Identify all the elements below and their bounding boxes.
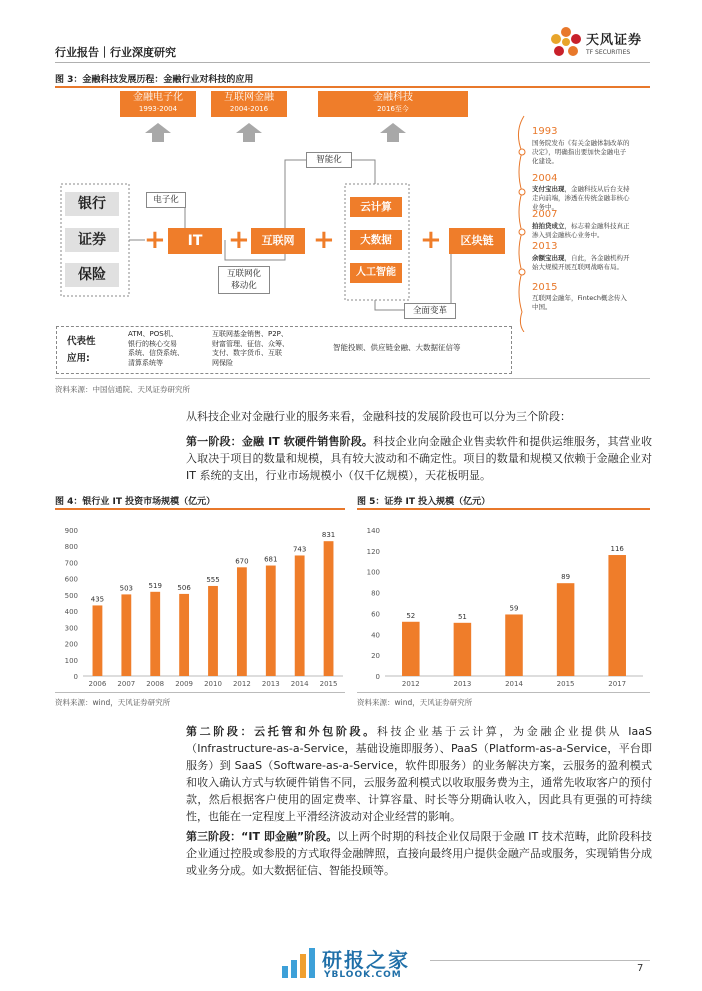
bar (402, 622, 420, 676)
stage1-paragraph (186, 433, 652, 484)
plus-icon: + (420, 225, 442, 255)
timeline-bold: 拍拍贷成立 (532, 222, 565, 230)
label-intelligent: 智能化 (306, 152, 352, 168)
tech-box-cloud: 云计算 (350, 197, 402, 217)
data-label: 831 (321, 531, 336, 540)
fig5-title: 图 5：证券 IT 投入规模（亿元） (357, 497, 491, 507)
x-tick-label: 2017 (608, 680, 627, 688)
timeline-bold: 余额宝出现 (532, 254, 565, 262)
timeline-text: 国务院发布《有关金融体制改革的决定》，明确指出要加快金融电子化建设。 (532, 139, 630, 165)
page-number: 7 (637, 963, 644, 974)
securities-it-chart (357, 512, 650, 692)
intro-paragraph: 从科技企业对金融行业的服务来看，金融科技的发展阶段也可以分为三个阶段： (186, 410, 571, 423)
y-tick-label: 300 (64, 624, 78, 633)
logo-name-en: TF SECURITIES (586, 49, 631, 56)
plus-icon: + (313, 225, 335, 255)
x-tick-label: 2012 (401, 680, 420, 688)
x-tick-label: 2010 (204, 680, 222, 688)
blockchain-box: 区块链 (449, 228, 505, 254)
y-tick-label: 60 (371, 610, 380, 619)
x-tick-label: 2014 (505, 680, 523, 688)
timeline-rest: ，自此，各金融机构开始大规模开展互联网战略布局。 (532, 254, 630, 271)
tech-box-ai: 人工智能 (350, 263, 402, 283)
x-tick-label: 2015 (319, 680, 338, 688)
internet-box: 互联网 (251, 228, 305, 254)
bar (179, 594, 189, 676)
timeline-text: 互联网金融年，Fintech概念传入中国。 (532, 294, 627, 311)
stage-years: 1993-2004 (138, 105, 178, 113)
bar (557, 583, 575, 676)
stage1-head: 第一阶段：金融 IT 软硬件销售阶段。 (186, 435, 374, 448)
y-tick-label: 140 (366, 527, 380, 535)
y-tick-label: 0 (375, 673, 380, 681)
y-tick-label: 800 (64, 543, 78, 552)
bar (608, 555, 626, 676)
data-label: 59 (509, 604, 519, 613)
timeline-bold: 支付宝出现 (532, 185, 565, 193)
logo-flower-icon (548, 24, 584, 64)
it-box: IT (168, 228, 222, 254)
y-tick-label: 20 (371, 652, 380, 661)
bar (266, 566, 276, 676)
timeline-year: 2004 (532, 173, 558, 184)
bar (295, 555, 305, 676)
stage3-body: 以上两个时期的科技企业仅局限于金融 IT 技术范畴，此阶段科技企业通过控股或参股的方式取得金融牌照，直接向最终用户提供金融产品或服务，实现销售分成或业务分成。如大数据征信、智能投顾等。 (186, 830, 652, 877)
label-internet-mobile: 互联网化 移动化 (218, 266, 270, 294)
fig4-bottom-rule (55, 692, 345, 693)
apps-electronic: ATM、POS机、 银行的核心交易 系统、信贷系统、 清算系统等 (128, 330, 184, 367)
x-tick-label: 2013 (453, 680, 472, 688)
bar (150, 592, 160, 676)
stage3-head: 第三阶段：“IT 即金融”阶段。 (186, 830, 338, 843)
data-label: 435 (90, 595, 105, 604)
footer-rule (430, 960, 650, 961)
bank-it-chart (55, 512, 347, 692)
plus-icon: + (228, 225, 250, 255)
fig3-bottom-rule (55, 378, 650, 379)
y-tick-label: 200 (64, 640, 78, 649)
x-tick-label: 2007 (117, 680, 136, 688)
x-tick-label: 2008 (146, 680, 165, 688)
tech-box-bigdata: 大数据 (350, 230, 402, 250)
stage-years: 2016至今 (377, 105, 409, 113)
label-overall-change: 全面变革 (404, 303, 456, 319)
stage2-body: 科技企业基于云计算，为金融企业提供从 IaaS（Infrastructure-as-a-Service，基础设施即服务）、PaaS（Platform-as-a-Service，平台即服务）到 SaaS（Software-as-a-Service，软件即服务）的业务解决方案，云服务的盈利模式和收入确认方式与软硬件销售不同，云服务盈利模式以收取服务费为主，通常先收取客户的预付款，然后根据客户使用的固定费率、计算容量、时长等分期确认收入，因此具有更强的可持续性，也能在一定程度上平滑经济波动对企业经营的影响。 (186, 725, 652, 823)
x-tick-label: 2012 (232, 680, 251, 688)
timeline-year: 1993 (532, 126, 558, 137)
data-label: 116 (610, 545, 624, 554)
stage-name: 金融科技 (373, 92, 413, 103)
data-label: 743 (292, 545, 307, 554)
y-tick-label: 900 (64, 527, 78, 535)
y-tick-label: 600 (64, 575, 78, 584)
data-label: 519 (148, 581, 162, 590)
x-tick-label: 2006 (88, 680, 107, 688)
watermark-chart-icon (280, 946, 318, 980)
industry-box-securities: 证券 (65, 228, 119, 252)
report-header: 行业报告｜行业深度研究 (55, 46, 176, 59)
bar (505, 614, 523, 676)
plus-icon: + (144, 225, 166, 255)
bar (208, 586, 218, 676)
timeline-rest: ，金融科技从后台支持走向前端，渗透在传统金融非核心业务中。 (532, 185, 630, 211)
stage1-body: 科技企业向金融企业售卖软件和提供运维服务，其营业收入取决于项目的数量和规模，具有较大波动和不确定性。项目的数量和规模又依赖于金融企业对 IT 系统的支出，行业市场规模小（仅千亿规模），天花板明显。 (186, 435, 652, 482)
stage3-paragraph (186, 828, 652, 879)
timeline-year: 2013 (532, 241, 558, 252)
data-label: 51 (457, 612, 467, 621)
x-tick-label: 2015 (556, 680, 575, 688)
fig4-source: 资料来源：wind，天风证券研究所 (55, 698, 171, 707)
y-tick-label: 700 (64, 559, 78, 568)
y-tick-label: 100 (366, 568, 380, 577)
y-tick-label: 80 (371, 589, 380, 598)
timeline-year: 2015 (532, 282, 558, 293)
fig3-title: 图 3：金融科技发展历程：金融行业对科技的应用 (55, 75, 254, 85)
stage2-head: 第二阶段：云托管和外包阶段。 (186, 725, 377, 738)
apps-internet: 互联网基金销售、P2P、 财富管理、征信、众筹、 支付、数字货币、互联 网保险 (212, 330, 289, 367)
stage-years: 2004-2016 (229, 105, 269, 113)
timeline-line (512, 112, 532, 332)
fig4-title-bar (55, 508, 345, 510)
data-label: 506 (177, 583, 191, 592)
apps-label: 代表性 应用: (67, 336, 96, 364)
data-label: 52 (406, 611, 416, 620)
fig5-title-bar (357, 508, 650, 510)
fig3-source: 资料来源：中国信通院、天风证券研究所 (55, 385, 190, 394)
y-tick-label: 120 (366, 547, 380, 556)
fig3-title-bar (55, 86, 650, 88)
x-tick-label: 2014 (290, 680, 309, 688)
timeline-year: 2007 (532, 209, 558, 220)
timeline-text (532, 254, 632, 272)
data-label: 555 (206, 575, 220, 584)
stage2-paragraph (186, 723, 652, 825)
bar (93, 605, 103, 676)
bar (121, 594, 131, 676)
data-label: 503 (119, 584, 134, 593)
data-label: 89 (561, 573, 571, 582)
timeline-text (532, 222, 632, 240)
fig5-bottom-rule (357, 692, 650, 693)
apps-fintech: 智能投顾、供应链金融、大数据征信等 (333, 343, 461, 352)
timeline-text (532, 185, 632, 212)
logo-name-cn: 天风证券 (586, 33, 643, 48)
watermark-en: YBLOOK.COM (324, 970, 402, 980)
stage-name: 互联网金融 (224, 92, 274, 103)
stage-box-fintech (318, 91, 468, 117)
stage-box-electronic (120, 91, 196, 117)
y-tick-label: 40 (371, 631, 380, 640)
label-electronic: 电子化 (146, 192, 186, 208)
watermark (280, 944, 430, 984)
fig5-source: 资料来源：wind，天风证券研究所 (357, 698, 473, 707)
y-tick-label: 400 (64, 608, 78, 617)
timeline-rest: ，标志着金融科技真正渗入到金融核心业务中。 (532, 222, 630, 239)
bar (237, 567, 247, 676)
data-label: 670 (235, 557, 249, 566)
company-logo (548, 24, 658, 64)
y-tick-label: 0 (73, 673, 78, 681)
bar (454, 623, 472, 676)
timeline (512, 112, 642, 332)
x-tick-label: 2009 (175, 680, 194, 688)
y-tick-label: 100 (64, 656, 78, 665)
x-tick-label: 2013 (261, 680, 280, 688)
fig4-title: 图 4：银行业 IT 投资市场规模（亿元） (55, 497, 216, 507)
stage-box-internet (211, 91, 287, 117)
stage-name: 金融电子化 (133, 92, 183, 103)
industry-box-insurance: 保险 (65, 263, 119, 287)
data-label: 681 (264, 555, 278, 564)
watermark-cn: 研报之家 (322, 948, 410, 972)
industry-box-bank: 银行 (65, 192, 119, 216)
y-tick-label: 500 (64, 591, 78, 600)
bar (324, 541, 334, 676)
